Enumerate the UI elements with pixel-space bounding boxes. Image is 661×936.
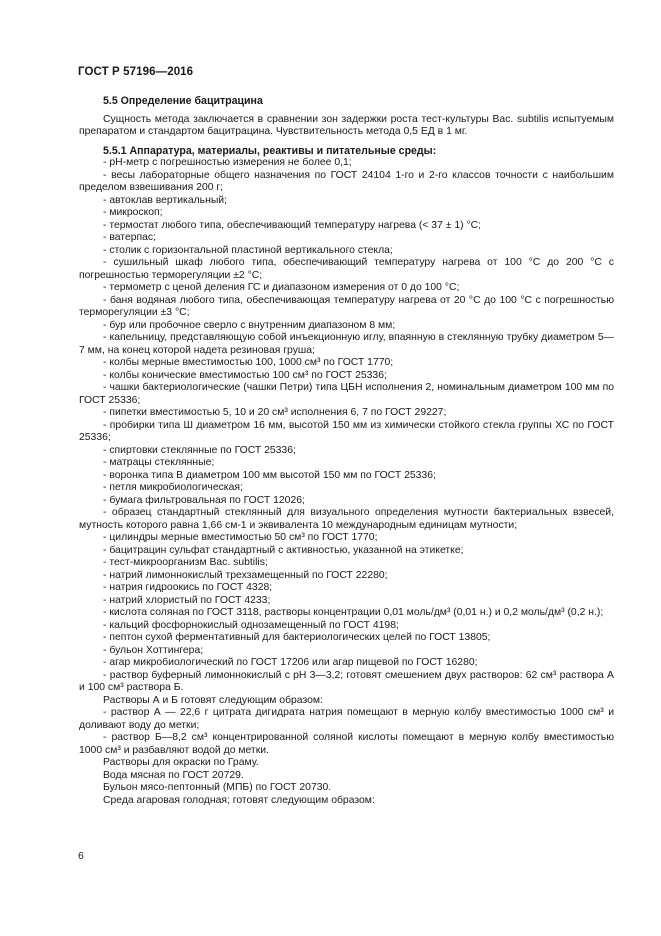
list-item: - натрий хлористый по ГОСТ 4233; xyxy=(103,594,271,606)
list-item: - петля микробиологическая; xyxy=(103,482,243,493)
subsection-title: 5.5.1 Аппаратура, материалы, реактивы и питательные среды: xyxy=(103,144,437,157)
list-item: - раствор Б—8,2 см³ концентрированной соляной кислоты помещают в мерную колбу вместимостью 1000 см³ и разбавляют водой до метки. xyxy=(79,732,614,756)
list-item: - бумага фильтровальная по ГОСТ 12026; xyxy=(103,494,305,506)
list-item: - колбы мерные вместимостью 100, 1000 см³ по ГОСТ 1770; xyxy=(103,357,394,368)
list-item: - образец стандартный стеклянный для визуального определения мутности бактериальных взвесей, мутность которого равна 1,66 см-1 и эквивалента 10 международным единицам мутности; xyxy=(79,507,614,531)
list-item: - кислота соляная по ГОСТ 3118, растворы концентрации 0,01 моль/дм³ (0,01 н.) и 0,2 моль/дм³ (0,2 н.); xyxy=(103,607,604,618)
list-item: - натрия гидроокись по ГОСТ 4328; xyxy=(103,582,273,593)
list-item: - бацитрацин сульфат стандартный с активностью, указанной на этикетке; xyxy=(103,544,464,556)
list-item: Растворы А и Б готовят следующим образом: xyxy=(103,694,323,706)
list-item: - автоклав вертикальный; xyxy=(103,194,227,206)
list-item: - цилиндры мерные вместимостью 50 см³ по ГОСТ 1770; xyxy=(103,532,378,543)
list-item: - пептон сухой ферментативный для бактериологических целей по ГОСТ 13805; xyxy=(103,632,491,643)
list-item: - весы лабораторные общего назначения по ГОСТ 24104 1-го и 2-го классов точности с наибольшим пределом взвешивания 200 г; xyxy=(79,169,614,193)
list-item: Вода мясная по ГОСТ 20729. xyxy=(103,769,244,781)
list-item: - чашки бактериологические (чашки Петри) типа ЦБН исполнения 2, номинальным диаметром 100 мм по ГОСТ 25336; xyxy=(79,382,614,406)
list-item: - бульон Хоттингера; xyxy=(103,644,204,656)
list-item: Среда агаровая голодная; готовят следующим образом: xyxy=(103,794,375,806)
list-item: Бульон мясо-пептонный (МПБ) по ГОСТ 20730. xyxy=(103,782,332,793)
list-item: - воронка типа В диаметром 100 мм высотой 150 мм по ГОСТ 25336; xyxy=(103,469,436,481)
list-item: - баня водяная любого типа, обеспечивающая температуру нагрева от 20 °С до 100 °С с погрешностью терморегуляции ±3 °С; xyxy=(79,294,614,318)
equipment-list xyxy=(79,157,614,807)
list-item: - колбы конические вместимостью 100 см³ по ГОСТ 25336; xyxy=(103,369,387,381)
list-item: - матрацы стеклянные; xyxy=(103,457,215,468)
list-item: - спиртовки стеклянные по ГОСТ 25336; xyxy=(103,444,296,456)
list-item: - термометр с ценой деления ГС и диапазоном измерения от 0 до 100 °С; xyxy=(103,282,460,293)
list-item: - натрий лимоннокислый трехзамещенный по ГОСТ 22280; xyxy=(103,569,388,581)
list-item: - раствор буферный лимоннокислый с рН 3—3,2; готовят смешением двух растворов: 62 см³ раствора А и 100 см³ раствора Б. xyxy=(79,669,614,693)
list-item: - столик с горизонтальной пластиной вертикального стекла; xyxy=(103,244,393,256)
list-item: - раствор А — 22,6 г цитрата дигидрата натрия помещают в мерную колбу вместимостью 1000 см³ и доливают воду до метки; xyxy=(79,707,614,731)
list-item: - ватерпас; xyxy=(103,232,156,243)
document-header: ГОСТ Р 57196—2016 xyxy=(78,66,194,78)
list-item: - пробирки типа Ш диаметром 16 мм, высотой 150 мм из химически стойкого стекла группы ХС по ГОСТ 25336; xyxy=(79,419,614,443)
list-item: - кальций фосфорнокислый однозамещенный по ГОСТ 4198; xyxy=(103,619,399,631)
list-item: - термостат любого типа, обеспечивающий температуру нагрева (< 37 ± 1) °С; xyxy=(103,219,481,231)
section-title: 5.5 Определение бацитрацина xyxy=(103,95,263,107)
list-item: - агар микробиологический по ГОСТ 17206 или агар пищевой по ГОСТ 16280; xyxy=(103,657,478,668)
document-body xyxy=(79,95,614,807)
section-intro: Сущность метода заключается в сравнении зон задержки роста тест-культуры Bac. subtilis испытуемым препаратом и стандартом бацитрацина. Чувствительность метода 0,5 ЕД в 1 мг. xyxy=(79,113,614,137)
list-item: - микроскоп; xyxy=(103,207,163,218)
list-item: - капельницу, представляющую собой инъекционную иглу, впаянную в стеклянную трубку диаметром 5—7 мм, на конец которой надета резиновая груша; xyxy=(79,332,614,356)
list-item: - тест-микроорганизм Bac. subtilis; xyxy=(103,557,268,568)
list-item: - сушильный шкаф любого типа, обеспечивающий температуру нагрева от 100 °С до 200 °С с погрешностью терморегуляции ±2 °С; xyxy=(79,257,614,281)
list-item: - пипетки вместимостью 5, 10 и 20 см³ исполнения 6, 7 по ГОСТ 29227; xyxy=(103,407,447,418)
page-number: 6 xyxy=(78,851,84,862)
list-item: - бур или пробочное сверло с внутренним диапазоном 8 мм; xyxy=(103,319,396,331)
list-item: Растворы для окраски по Граму. xyxy=(103,757,259,768)
list-item: - рН-метр с погрешностью измерения не более 0,1; xyxy=(103,157,352,168)
